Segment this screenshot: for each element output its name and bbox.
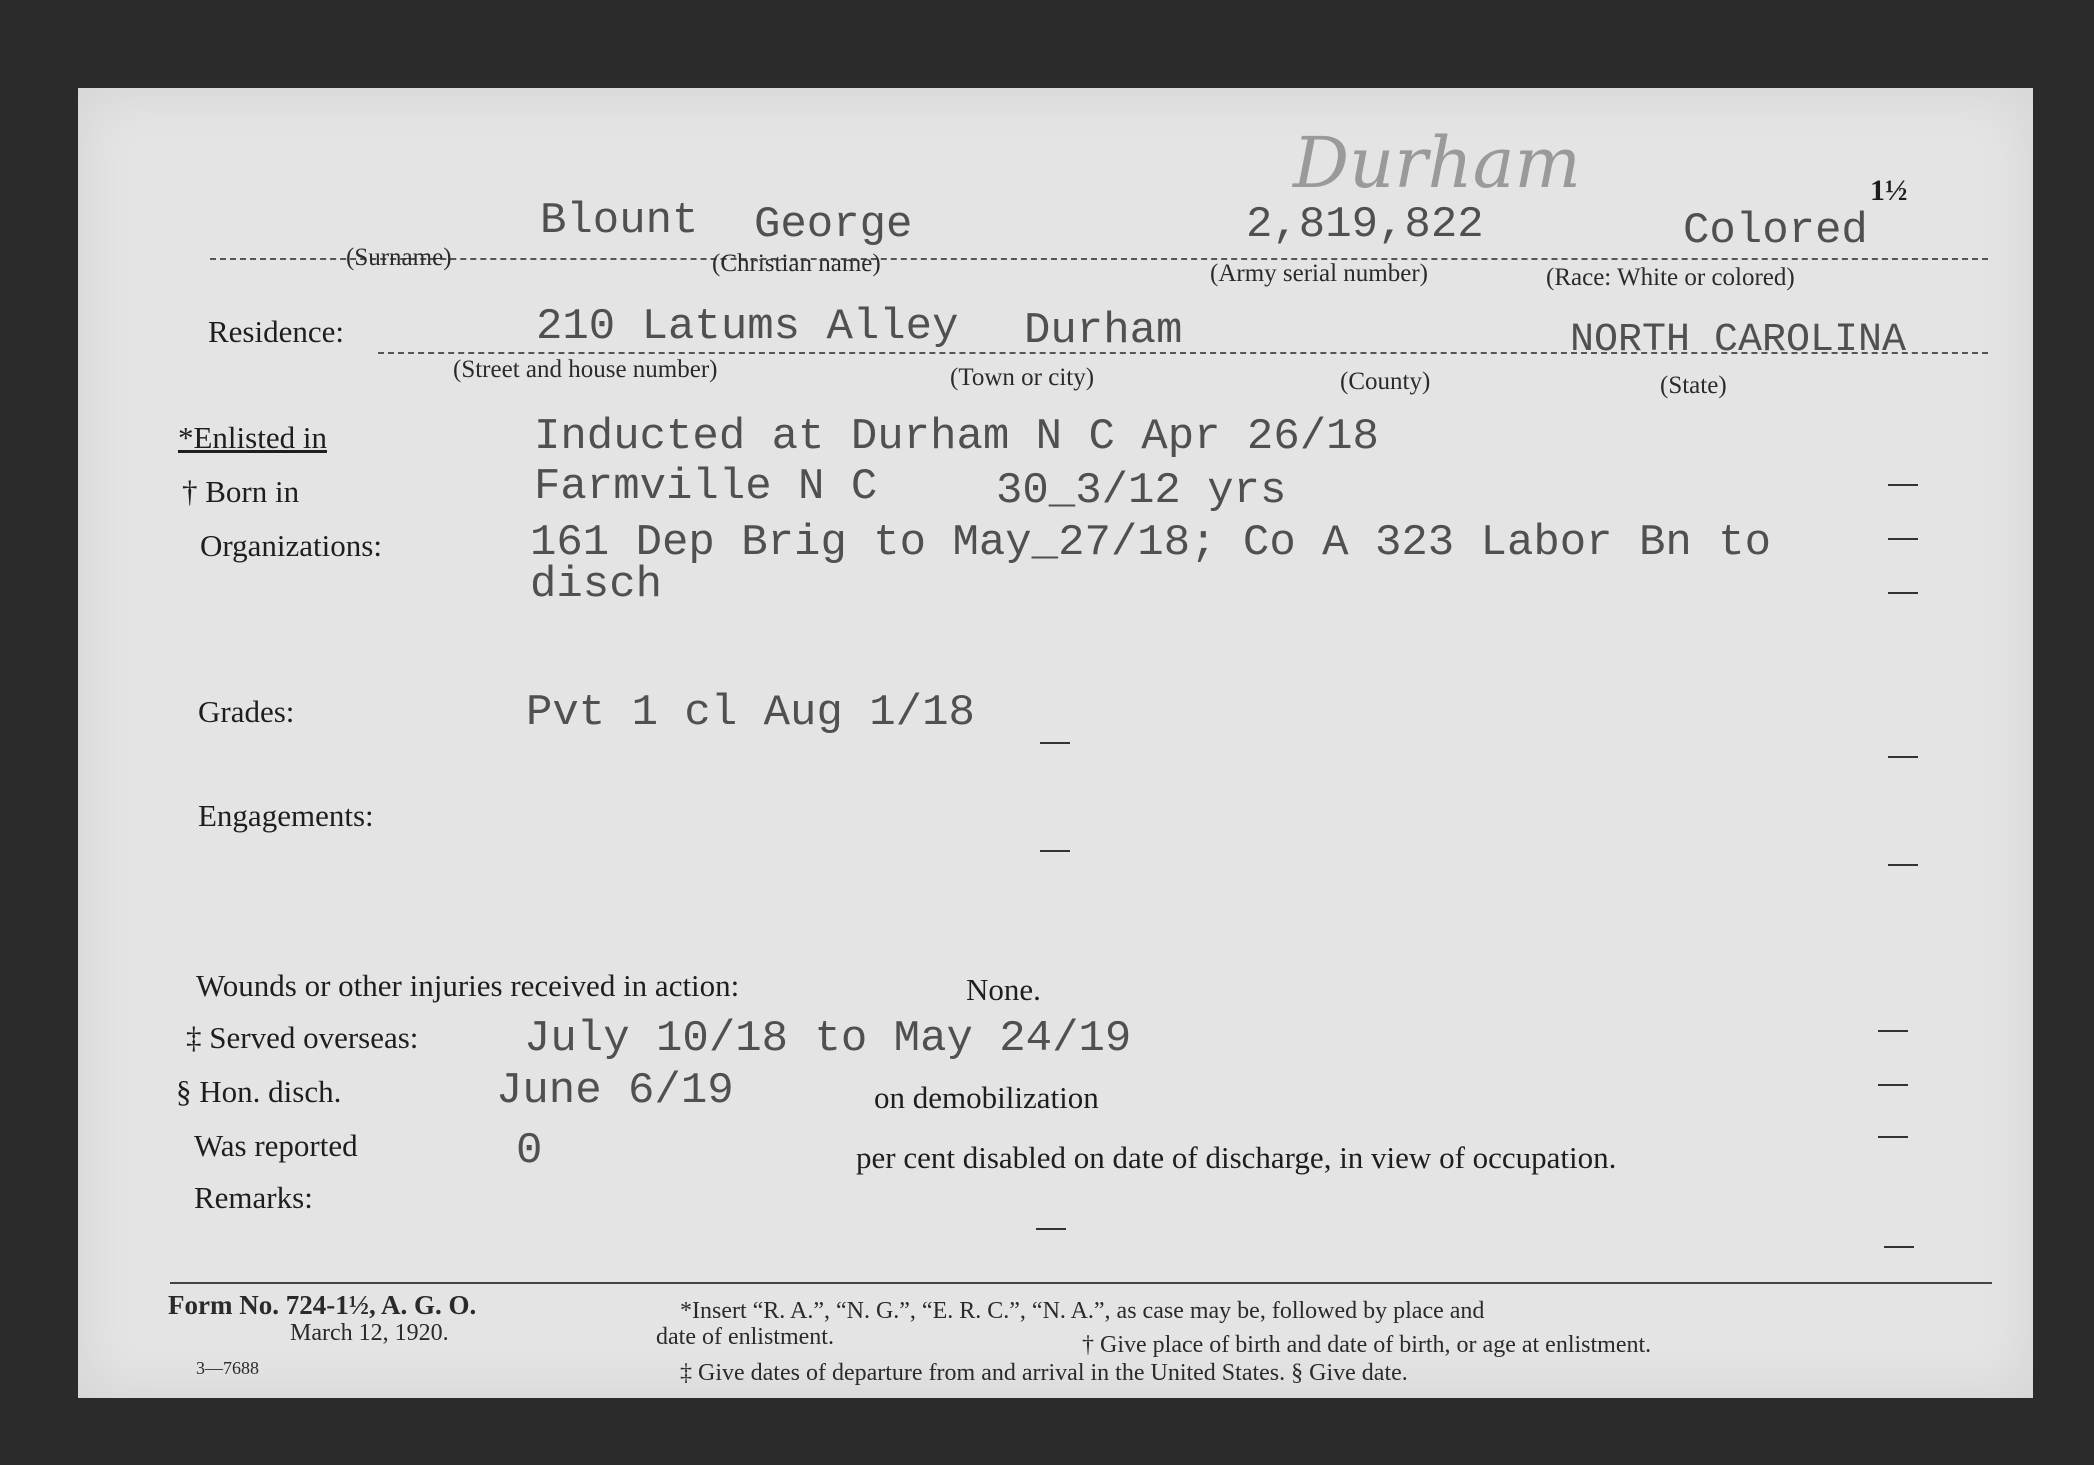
grades-dash — [1888, 756, 1918, 758]
engagements-label: Engagements: — [198, 798, 374, 833]
reported-text: per cent disabled on date of discharge, in view of occupation. — [856, 1140, 1617, 1175]
organizations-label: Organizations: — [200, 528, 382, 563]
remarks-inline-dash — [1036, 1228, 1066, 1230]
residence-row-line — [378, 352, 1988, 354]
street-value: 210 Latums Alley — [536, 302, 959, 352]
born-label: † Born in — [182, 474, 300, 509]
race-value: Colored — [1683, 206, 1868, 256]
overseas-label: ‡ Served overseas: — [186, 1020, 419, 1055]
town-caption: (Town or city) — [950, 364, 1095, 391]
footnote-1b: date of enlistment. — [656, 1324, 834, 1350]
footnote-1a: *Insert “R. A.”, “N. G.”, “E. R. C.”, “N. A.”, as case may be, followed by place and — [680, 1298, 1485, 1324]
christian-name-value: George — [754, 200, 913, 250]
state-value: NORTH CAROLINA — [1570, 318, 1907, 363]
reported-dash — [1878, 1136, 1908, 1138]
form-fraction: 1½ — [1870, 174, 1908, 207]
engagements-inline-dash — [1040, 850, 1070, 852]
footnote-2: † Give place of birth and date of birth, or age at enlistment. — [1082, 1332, 1652, 1358]
hon-disch-dash — [1878, 1084, 1908, 1086]
enlisted-value: Inducted at Durham N C Apr 26/18 — [534, 412, 1379, 462]
footnote-3: ‡ Give dates of departure from and arrival in the United States. § Give date. — [680, 1360, 1408, 1386]
grades-value: Pvt 1 cl Aug 1/18 — [526, 688, 975, 738]
organizations-dash — [1888, 592, 1918, 594]
footer-rule — [170, 1282, 1992, 1284]
service-record-card — [78, 88, 2033, 1398]
name-row-line — [210, 258, 1988, 260]
remarks-dash — [1884, 1246, 1914, 1248]
age-value: 30_3/12 yrs — [996, 466, 1287, 516]
hon-disch-label: § Hon. disch. — [176, 1074, 342, 1109]
overseas-value: July 10/18 to May 24/19 — [524, 1014, 1132, 1064]
form-number: Form No. 724-1½, A. G. O. — [168, 1290, 477, 1320]
overseas-dash — [1878, 1030, 1908, 1032]
enlisted-label: *Enlisted in — [178, 420, 327, 455]
race-caption: (Race: White or colored) — [1546, 264, 1795, 291]
surname-caption: (Surname) — [346, 244, 452, 271]
grades-label: Grades: — [198, 694, 295, 729]
wounds-value: None. — [966, 972, 1041, 1007]
born-dash — [1888, 538, 1918, 540]
remarks-label: Remarks: — [194, 1180, 313, 1215]
surname-value: Blount — [540, 196, 699, 246]
street-caption: (Street and house number) — [453, 356, 718, 383]
county-caption: (County) — [1340, 368, 1431, 395]
town-value: Durham — [1024, 306, 1183, 356]
engagements-dash — [1888, 864, 1918, 866]
serial-number-value: 2,819,822 — [1246, 200, 1484, 250]
enlisted-dash — [1888, 484, 1918, 486]
serial-number-caption: (Army serial number) — [1210, 260, 1428, 287]
state-caption: (State) — [1660, 372, 1727, 399]
grades-inline-dash — [1040, 742, 1070, 744]
organizations-line2: disch — [530, 560, 663, 610]
wounds-label: Wounds or other injuries received in action: — [196, 968, 740, 1003]
christian-name-caption: (Christian name) — [712, 250, 881, 277]
print-number: 3—7688 — [196, 1358, 259, 1378]
hon-disch-note: on demobilization — [874, 1080, 1099, 1115]
organizations-line1: 161 Dep Brig to May_27/18; Co A 323 Labor Bn to — [530, 518, 1772, 568]
handwritten-county: Durham — [1293, 122, 1581, 204]
reported-value: 0 — [516, 1126, 543, 1176]
reported-label: Was reported — [194, 1128, 358, 1163]
residence-label: Residence: — [208, 314, 345, 349]
born-place-value: Farmville N C — [534, 462, 878, 512]
hon-disch-value: June 6/19 — [496, 1066, 734, 1116]
form-date: March 12, 1920. — [290, 1320, 449, 1346]
